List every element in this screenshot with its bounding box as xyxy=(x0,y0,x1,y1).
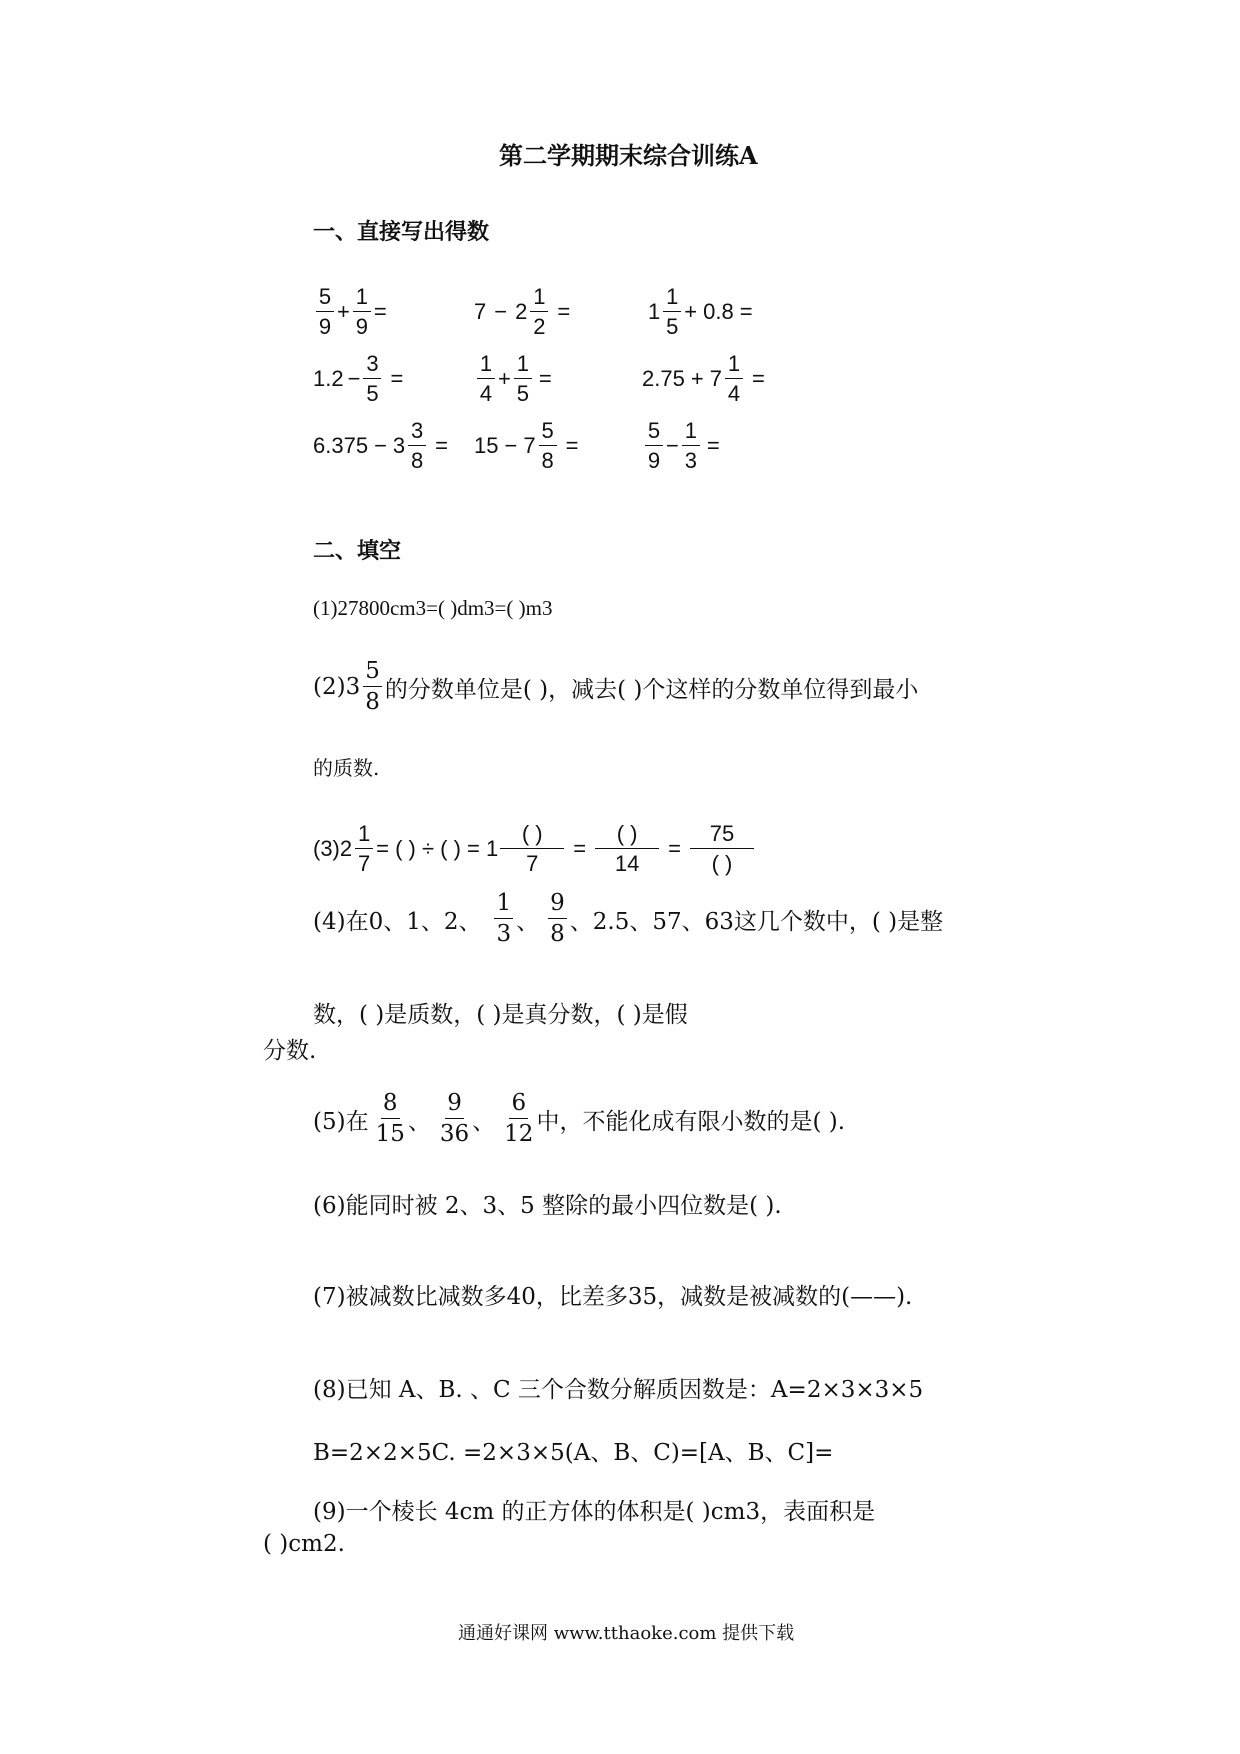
question-9: (9)一个棱长 4cm 的正方体的体积是( )cm3，表面积是 xyxy=(313,1499,876,1525)
question-4: (4)在0、1、2、 $\frac{1}{3}$ 、 $\frac{9}{8}$ 、2.5、57、63这几个数中，( )是整 xyxy=(313,890,944,947)
question-9-line-2: ( )cm2. xyxy=(263,1531,345,1557)
question-3: (3) 2 $\frac{1}{7}$ = ( ) ÷ ( ) = 1 $\frac{( )}{7}$ = $\frac{( )}{14}$ = $\frac{75}{( )}$ xyxy=(313,823,757,875)
exercise-3-1: 6.375 − 3 $\frac{3}{8}$ = xyxy=(313,418,449,473)
exercise-2-2: $\frac{1}{4}$ + $\frac{1}{5}$ = xyxy=(474,353,552,405)
question-4-line-3: 分数. xyxy=(263,1038,317,1064)
page-title: 第二学期期末综合训练A xyxy=(499,141,758,170)
page-footer: 通通好课网 www.tthaoke.com 提供下载 xyxy=(458,1623,795,1644)
question-4-line-2: 数，( )是质数，( )是真分数，( )是假 xyxy=(313,1002,688,1028)
question-8: (8)已知 A、B. 、C 三个合数分解质因数是：A=2×3×3×5 xyxy=(313,1377,924,1403)
question-7: (7)被减数比减数多40，比差多35，减数是被减数的(——). xyxy=(313,1284,913,1310)
exercise-1-2: 7 − 2 $\frac{1}{2}$ = xyxy=(474,284,571,339)
section-heading-2: 二、填空 xyxy=(313,538,402,564)
exercise-1-1: $\frac{5}{9}$ + $\frac{1}{9}$ = xyxy=(313,286,387,338)
question-8-line-2: B=2×2×5C. =2×3×5(A、B、C)=[A、B、C]= xyxy=(313,1440,834,1466)
question-1: (1)27800cm3=( )dm3=( )m3 xyxy=(313,596,553,620)
exercise-2-1: 1.2 − $\frac{3}{5}$ = xyxy=(313,351,404,406)
question-6: (6)能同时被 2、3、5 整除的最小四位数是( ). xyxy=(313,1193,782,1219)
question-5: (5)在 $\frac{8}{15}$ 、 $\frac{9}{36}$ 、 $\frac{6}{12}$ 中，不能化成有限小数的是( ). xyxy=(313,1090,846,1147)
question-2: (2) 3 $\frac{5}{8}$ 的分数单位是( )，减去( )个这样的分数单位得到最小 xyxy=(313,658,919,715)
exercise-1-3: 1 $\frac{1}{5}$ + 0.8 = xyxy=(648,284,753,339)
exercise-3-2: 15 − 7 $\frac{5}{8}$ = xyxy=(474,418,579,473)
question-2-line-2: 的质数. xyxy=(313,756,380,780)
exercise-2-3: 2.75 + 7 $\frac{1}{4}$ = xyxy=(642,351,765,406)
section-heading-1: 一、直接写出得数 xyxy=(313,219,490,245)
exercise-3-3: $\frac{5}{9}$ − $\frac{1}{3}$ = xyxy=(642,420,720,472)
